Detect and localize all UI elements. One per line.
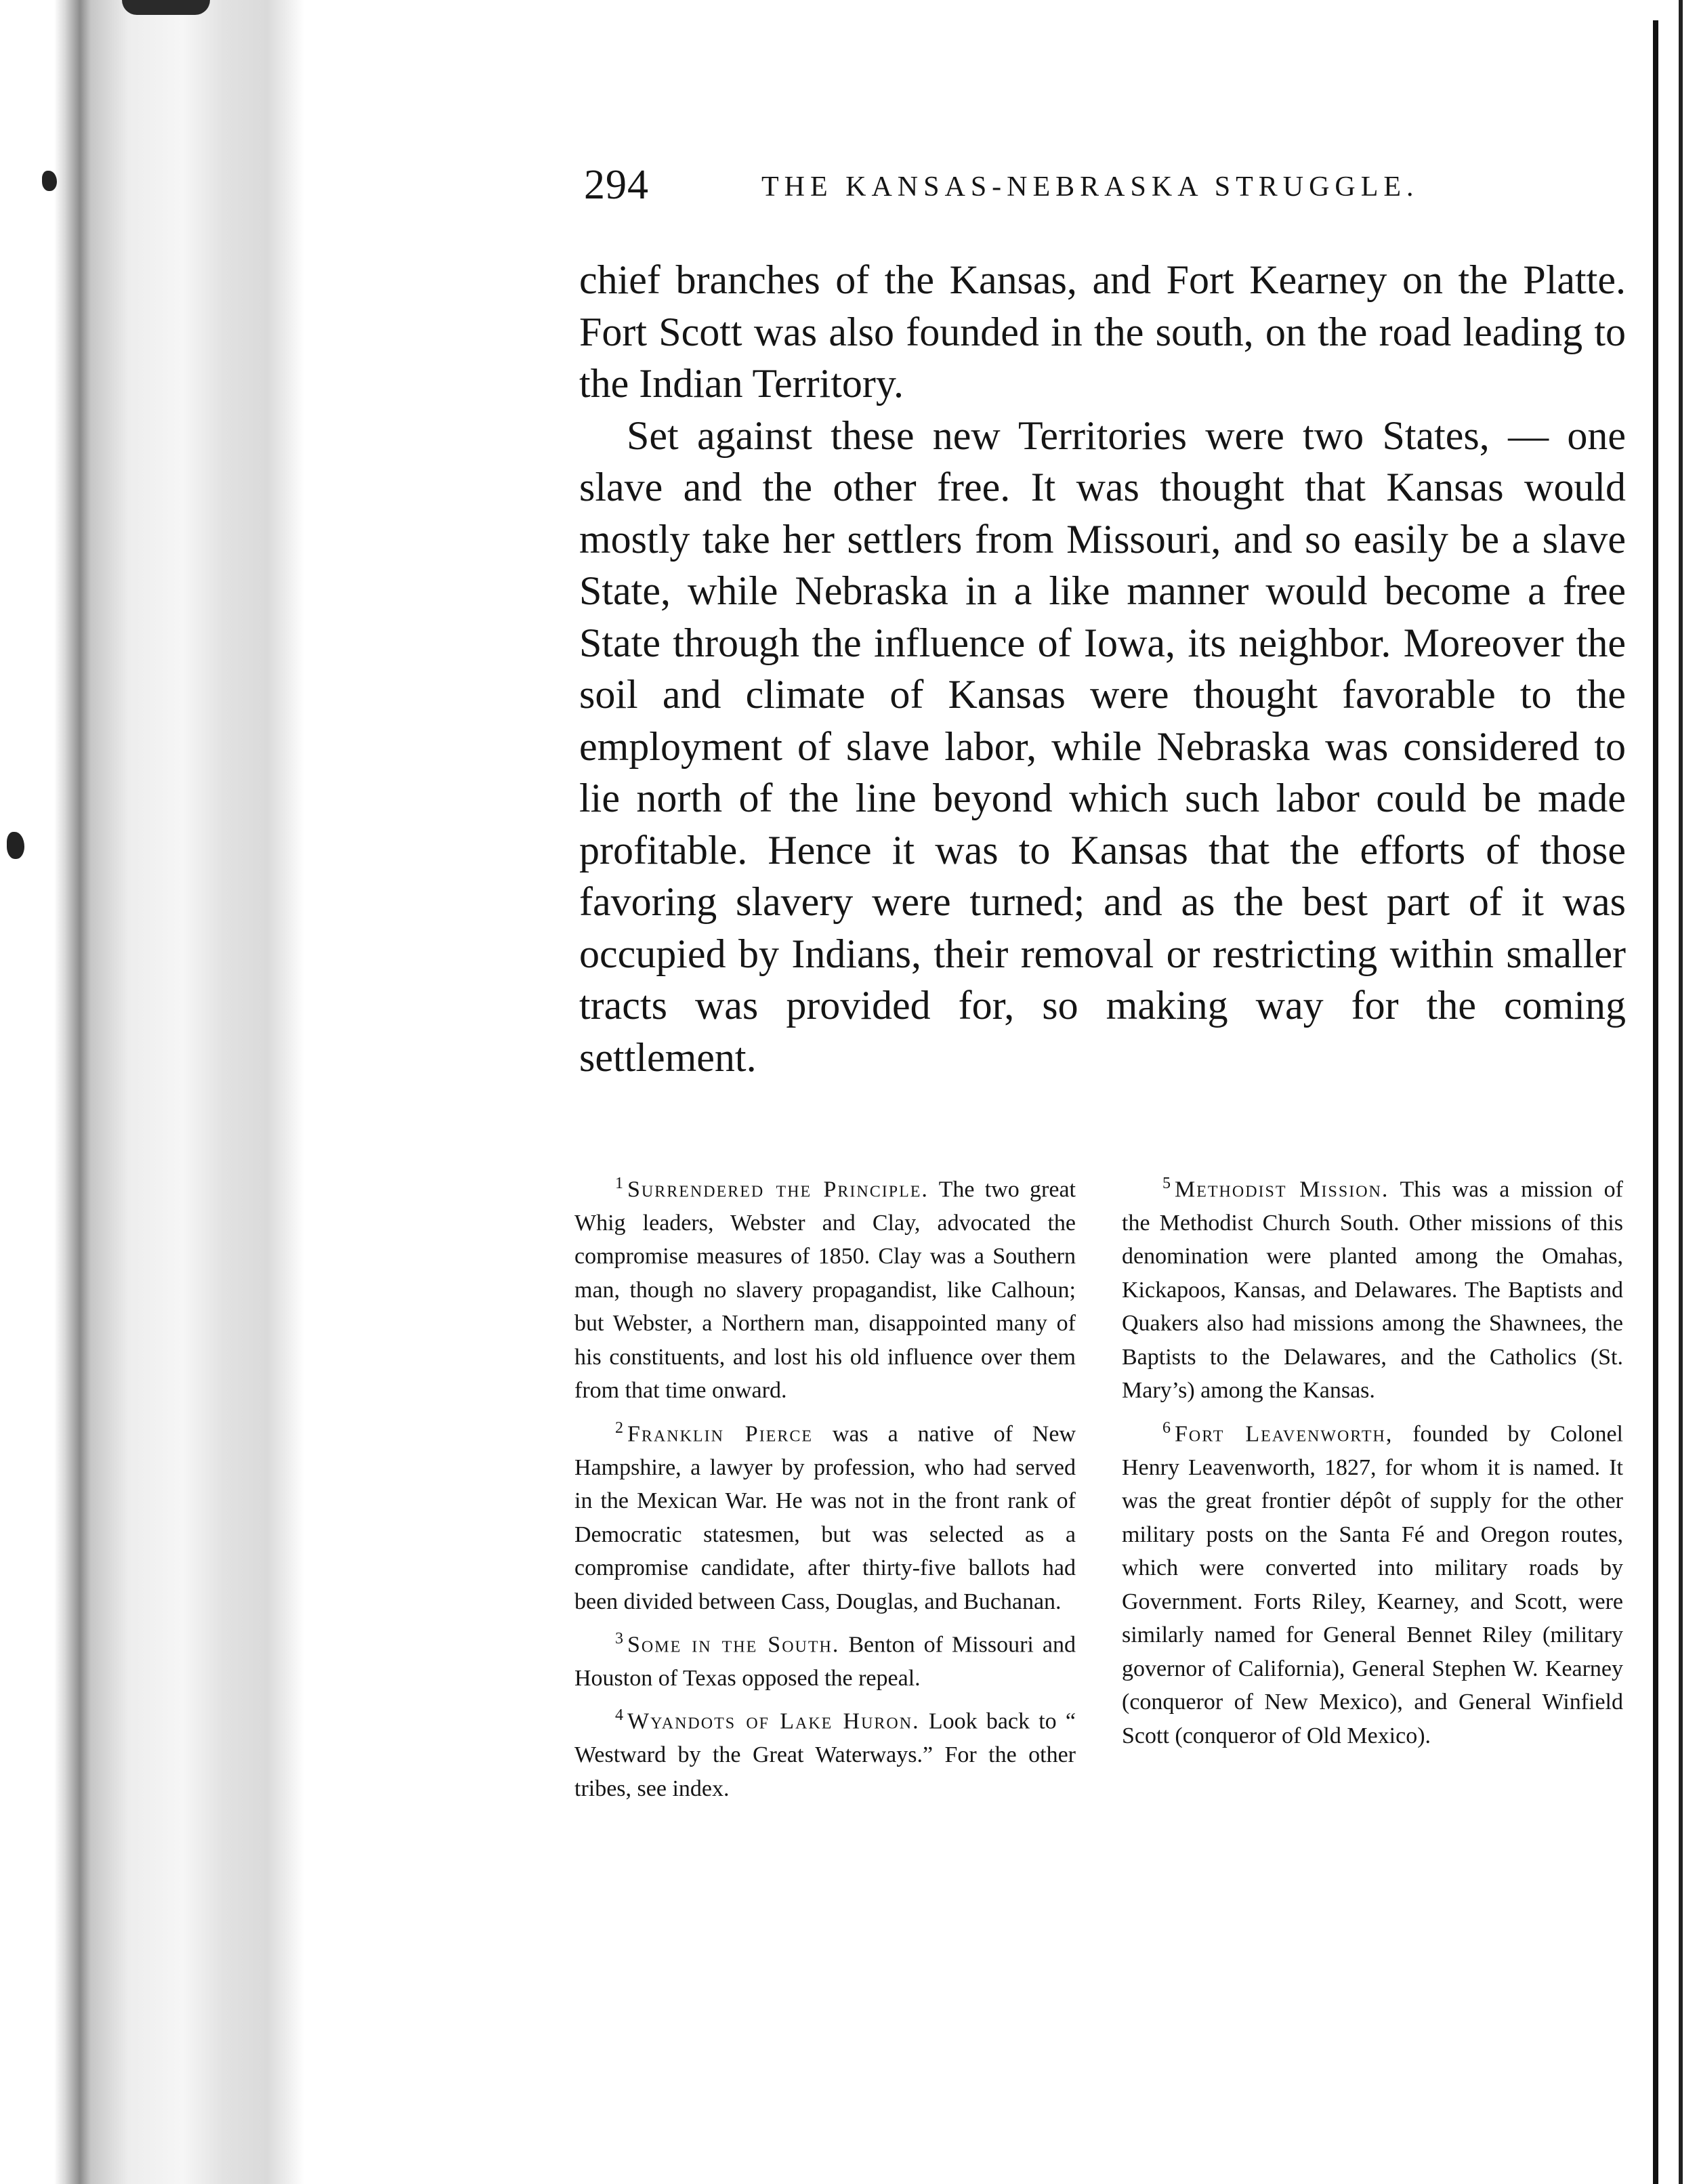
footnote-heading: Wyandots of Lake Huron.: [627, 1708, 920, 1734]
footnote-text: The two great Whig leaders, Webster and Clay, advocated the compromise measures of 1850. Clay was a Southern man, though no slavery propagandist, like Calhoun; but Webster, a Northern man, disappointed many of his constituents, and lost his old influence over them from that time onward.: [574, 1177, 1076, 1404]
footnote-number: 5: [1162, 1175, 1171, 1192]
footnote-heading: Fort Leavenworth,: [1175, 1421, 1393, 1447]
footnote-text: Look back to “ Westward by the Great Waterways.” For the other tribes, see index.: [574, 1708, 1076, 1801]
footnote-2: [574, 1412, 1076, 1618]
book-page-edge: [0, 0, 305, 2184]
footnotes-right-column: [1122, 1167, 1623, 1809]
footnote-heading: Surrendered the Principle.: [627, 1177, 929, 1202]
footnote-1: [574, 1167, 1076, 1408]
footnote-number: 2: [615, 1419, 623, 1437]
footnote-3: [574, 1622, 1076, 1695]
body-paragraph-2: Set against these new Territories were two States, — one slave and the other free. It was thought that Kansas would mostly take her settlers from Missouri, and so easily be a slave State, while Nebraska in a like manner would become a free State through the influence of Iowa, its neighbor. Moreover the soil and climate of Kansas were thought favorable to the employment of slave labor, while Nebraska was considered to lie north of the line beyond which such labor could be made profitable. Hence it was to Kansas that the efforts of those favoring slavery were turned; and as the best part of it was occupied by Indians, their removal or restricting within smaller tracts was provided for, so making way for the coming settlement.: [579, 413, 1626, 1080]
footnote-text: Benton of Missouri and Houston of Texas opposed the repeal.: [574, 1632, 1076, 1691]
footnote-heading: Franklin Pierce: [627, 1421, 814, 1447]
footnote-number: 6: [1162, 1419, 1171, 1437]
footnote-4: [574, 1699, 1076, 1805]
page-number: 294: [584, 162, 649, 208]
running-head: THE KANSAS-NEBRASKA STRUGGLE.: [761, 171, 1419, 203]
binding-shadow: [122, 0, 210, 15]
page-border-line: [1653, 20, 1658, 2184]
footnote-text: was a native of New Hampshire, a lawyer by profession, who had served in the Mexican War. He was not in the front rank of Democratic statesmen, but was selected as a compromise candidate, after thirty-five ballots had been divided between Cass, Douglas, and Buchanan.: [574, 1421, 1076, 1614]
body-text: [579, 254, 1626, 1083]
scan-speck: [42, 171, 57, 191]
footnote-text: This was a mission of the Methodist Church South. Other missions of this denomination were planted among the Omahas, Kickapoos, Kansas, and Delawares. The Baptists and Quakers also had missions among the Shawnees, the Baptists to the Delawares, and the Catholics (St. Mary’s) among the Kansas.: [1122, 1177, 1623, 1404]
footnotes-left-column: [574, 1167, 1076, 1809]
footnotes: [574, 1167, 1623, 1809]
footnote-number: 4: [615, 1706, 623, 1725]
footnote-number: 3: [615, 1630, 623, 1648]
footnote-heading: Some in the South.: [627, 1632, 840, 1658]
footnote-6: [1122, 1412, 1623, 1752]
body-paragraph-1: chief branches of the Kansas, and Fort Kearney on the Platte. Fort Scott was also founded in the south, on the road leading to the Indian Territory.: [579, 257, 1626, 406]
page-border-line: [1679, 0, 1683, 2184]
scan-speck: [7, 832, 24, 859]
footnote-text: founded by Colonel Henry Leavenworth, 1827, for whom it is named. It was the great frontier dépôt of supply for the other military posts on the Santa Fé and Oregon routes, which were converted into military roads by Government. Forts Riley, Kearney, and Scott, were similarly named for General Bennet Riley (military governor of California), General Stephen W. Kearney (conqueror of New Mexico), and General Winfield Scott (conqueror of Old Mexico).: [1122, 1421, 1623, 1748]
footnote-number: 1: [615, 1175, 623, 1192]
footnote-5: [1122, 1167, 1623, 1408]
footnote-heading: Methodist Mission.: [1175, 1177, 1389, 1202]
page-header: [584, 161, 1451, 215]
